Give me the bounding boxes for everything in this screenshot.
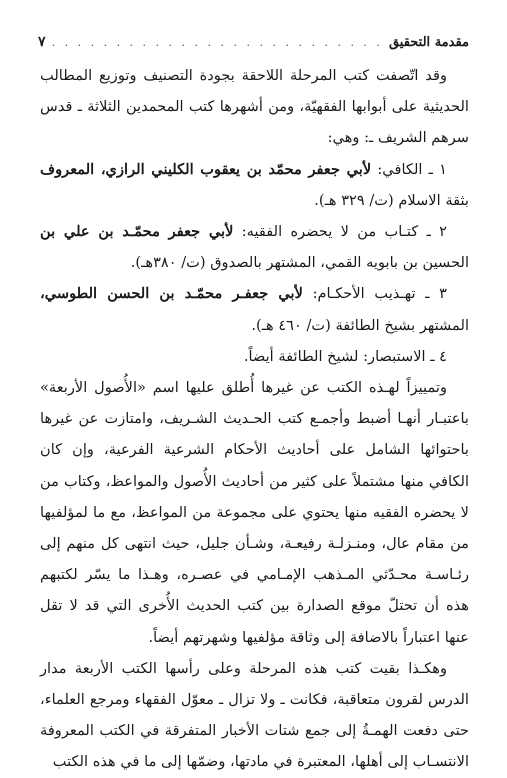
list-item-rest: المشتهر بشيخ الطائفة (ت/ ٤٦٠ هـ). — [251, 316, 469, 334]
list-item-author: لأبي جعفر محمّد بن يعقوب الكليني الرازي، المعروف — [40, 160, 372, 178]
list-item-rest: بثقة الاسلام (ت/ ٣٢٩ هـ). — [314, 191, 469, 209]
list-item-prefix: ٢ ـ كتـاب من لا يحضره الفقيه: — [233, 223, 447, 241]
list-item-author: لأبي جعفـر محمّـد بن الحسن الطوسي، — [40, 285, 303, 303]
paragraph-text: وقد اتّصفت كتب المرحلة اللاحقة بجودة التصنيف وتوزيع المطالب الحديثية على أبوابها الفقهيّة، ومن أشهرها كتب المحمدين الثلاثة ـ قدس سرهم الشريف ـ: وهي: — [40, 67, 469, 147]
list-item-prefix: ٣ ـ تهـذيب الأحكـام: — [302, 285, 447, 303]
paragraph-text: وتمييزاً لهـذه الكتب عن غيرها أُطلق عليها اسم «الأُصول الأربعة» باعتبـار أنهـا أضبط وأجمـع كتب الحـديث الشـريف، وامتازت عن غيرها باحتوائها الشامل على أحاديث الأحكام الشرعية الفرعية، وإن كان الكافي منها مشتملاً على كثير من أحاديث الأُصول والمواعظ، وكتاب من لا يحضره الفقيه منها يحتوي على مجموعة من المواعظ، مع ما لمؤلفيها من مقام عال، ومنـزلـة رفيعـة، وشـأن جليل، حيث انتهى كل منهم إلى رئـاسـة محـدّثي المـذهب الإمـامي في عصـره، وهـذا ما يسّر لكتبهم هذه أن تحتلّ موقع الصدارة بين كتب الحديث الأُخرى التي قد لا تقل عنها اعتباراً بالاضافة إلى وثاقة مؤلفيها وشهرتهم أيضاً. — [40, 379, 469, 646]
header-leader-dots — [52, 36, 383, 49]
list-item-kafi — [40, 154, 469, 216]
list-item-rest: لشيخ الطائفة أيضاً. — [243, 347, 359, 365]
list-item-faqih — [40, 216, 469, 278]
list-item-istibsar — [40, 341, 469, 372]
body-text — [40, 60, 469, 778]
page-number: ٧ — [38, 34, 46, 50]
four-books-paragraph — [40, 372, 469, 653]
list-item-prefix: ٤ ـ الاستبصار: — [358, 347, 447, 365]
header-title: مقدمة التحقيق — [388, 34, 469, 50]
list-item-tahdhib — [40, 278, 469, 340]
paragraph-text: وهكـذا بقيت كتب هذه المرحلة وعلى رأسها الكتب الأربعة مدار الدرس لقرون متعاقبة، فكانت ـ ولا تزال ـ معوّل الفقهاء ومرجع العلماء، حتى دفعت الهمـةُ إلى جمع شتات الأخبار المتفرقة في الكتب المعروفة الانتسـاب إلى أهلها، المعتبرة في مادتها، وضمّها إلى ما في هذه الكتب — [40, 659, 469, 771]
list-item-author: لأبي جعفر محمّـد بن علي بن — [40, 223, 234, 241]
intro-paragraph — [40, 60, 469, 154]
continuation-paragraph — [40, 653, 469, 778]
list-item-rest: الحسين بن بابويه القمي، المشتهر بالصدوق (ت/ ٣٨٠هـ). — [130, 254, 469, 272]
list-item-prefix: ١ ـ الكافي: — [371, 160, 447, 178]
running-header — [38, 32, 469, 52]
